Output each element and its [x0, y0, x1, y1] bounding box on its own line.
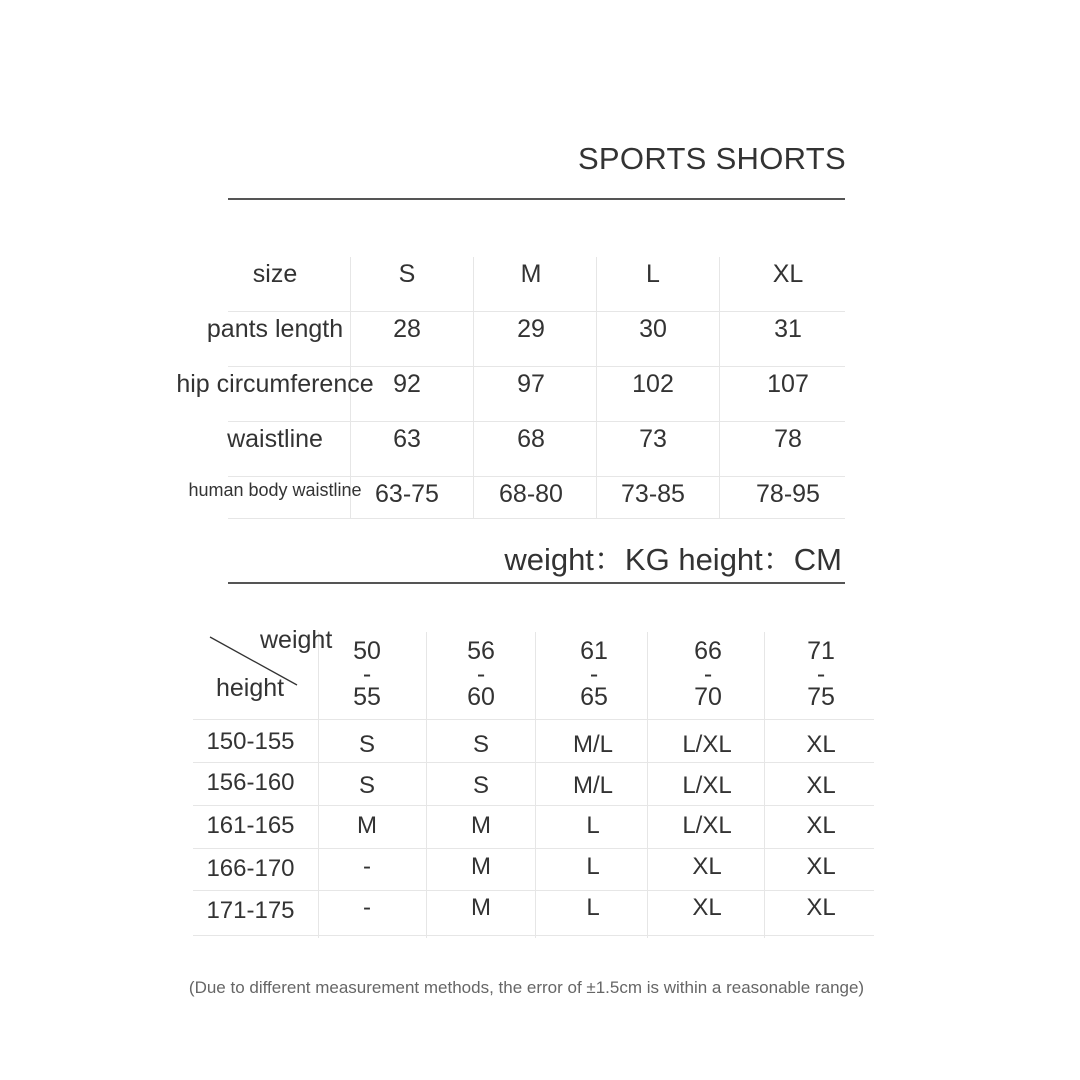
table-row	[193, 763, 874, 806]
height-range-label: 156-160	[206, 769, 295, 796]
measurement-note: (Due to different measurement methods, the error of ±1.5cm is within a reasonable range)	[188, 978, 865, 997]
table-cell: 107	[767, 370, 809, 398]
table-row	[193, 720, 874, 763]
table-cell: S	[472, 731, 489, 758]
table-cell: XL	[806, 812, 836, 839]
table-cell: L/XL	[682, 812, 732, 839]
table-cell: S	[358, 731, 375, 758]
table-cell: XL	[806, 731, 836, 758]
table-cell: 68	[517, 425, 545, 453]
table-cell: L	[586, 894, 600, 921]
row-label: human body waistline	[188, 480, 362, 500]
table-cell: L	[586, 812, 600, 839]
table-cell: S	[472, 772, 489, 799]
table-cell: XL	[806, 853, 836, 880]
table-cell: M	[471, 812, 491, 839]
table-cell: XL	[806, 894, 836, 921]
wh-header-row	[193, 626, 874, 720]
height-range-label: 150-155	[206, 728, 295, 755]
table-cell: 68-80	[499, 480, 563, 508]
units-divider	[228, 582, 845, 584]
table-cell: 73	[639, 425, 667, 453]
size-table-row-waistline	[175, 422, 845, 477]
weight-range-61-65: 61 - 65	[580, 637, 608, 711]
size-header-xl: XL	[772, 260, 804, 288]
corner-height-label: height	[216, 674, 285, 702]
table-cell: 29	[517, 315, 545, 343]
table-cell: M/L	[572, 772, 613, 799]
table-cell: 30	[639, 315, 667, 343]
weight-range-56-60: 56 - 60	[467, 637, 495, 711]
size-table-row-body-waist	[175, 477, 845, 519]
table-row	[193, 891, 874, 936]
height-range-label: 171-175	[206, 897, 295, 924]
size-header-label: size	[252, 260, 298, 288]
table-cell: L	[586, 853, 600, 880]
table-cell: L/XL	[682, 731, 732, 758]
size-header-l: L	[646, 260, 660, 288]
table-cell: M	[471, 894, 491, 921]
table-row	[193, 806, 874, 849]
table-cell: 92	[393, 370, 421, 398]
units-caption: weight：KG height：CM	[504, 542, 842, 577]
table-row	[193, 849, 874, 891]
table-cell: XL	[806, 772, 836, 799]
table-cell: 63	[393, 425, 421, 453]
weight-range-50-55: 50 - 55	[353, 637, 381, 711]
table-cell: 28	[393, 315, 421, 343]
table-cell: 63-75	[375, 480, 439, 508]
size-table-row-hip	[175, 367, 845, 422]
title-divider	[228, 198, 845, 200]
height-range-label: 161-165	[206, 812, 295, 839]
table-cell: XL	[692, 894, 722, 921]
table-cell: 97	[517, 370, 545, 398]
corner-weight-label: weight	[260, 626, 333, 654]
weight-range-71-75: 71 - 75	[807, 637, 835, 711]
table-cell: M	[357, 812, 377, 839]
table-cell: 73-85	[621, 480, 685, 508]
row-label: hip circumference	[176, 370, 374, 398]
table-cell: L/XL	[682, 772, 732, 799]
size-header-s: S	[398, 260, 416, 288]
table-cell: S	[358, 772, 375, 799]
table-cell: M/L	[572, 731, 613, 758]
row-divider	[193, 935, 874, 936]
table-cell: M	[471, 853, 491, 880]
table-cell: XL	[692, 853, 722, 880]
table-cell: 78-95	[756, 480, 820, 508]
table-cell: 102	[632, 370, 674, 398]
row-divider	[228, 518, 845, 519]
size-header-m: M	[520, 260, 542, 288]
size-table-header-row	[175, 257, 845, 312]
row-label: waistline	[227, 425, 323, 453]
table-cell: -	[363, 894, 371, 921]
weight-range-66-70: 66 - 70	[694, 637, 722, 711]
table-cell: 78	[774, 425, 802, 453]
size-table-row-pants-length	[175, 312, 845, 367]
table-cell: -	[363, 853, 371, 880]
height-range-label: 166-170	[206, 855, 295, 882]
page-title: SPORTS SHORTS	[577, 141, 846, 176]
table-cell: 31	[774, 315, 802, 343]
row-label: pants length	[206, 315, 344, 343]
